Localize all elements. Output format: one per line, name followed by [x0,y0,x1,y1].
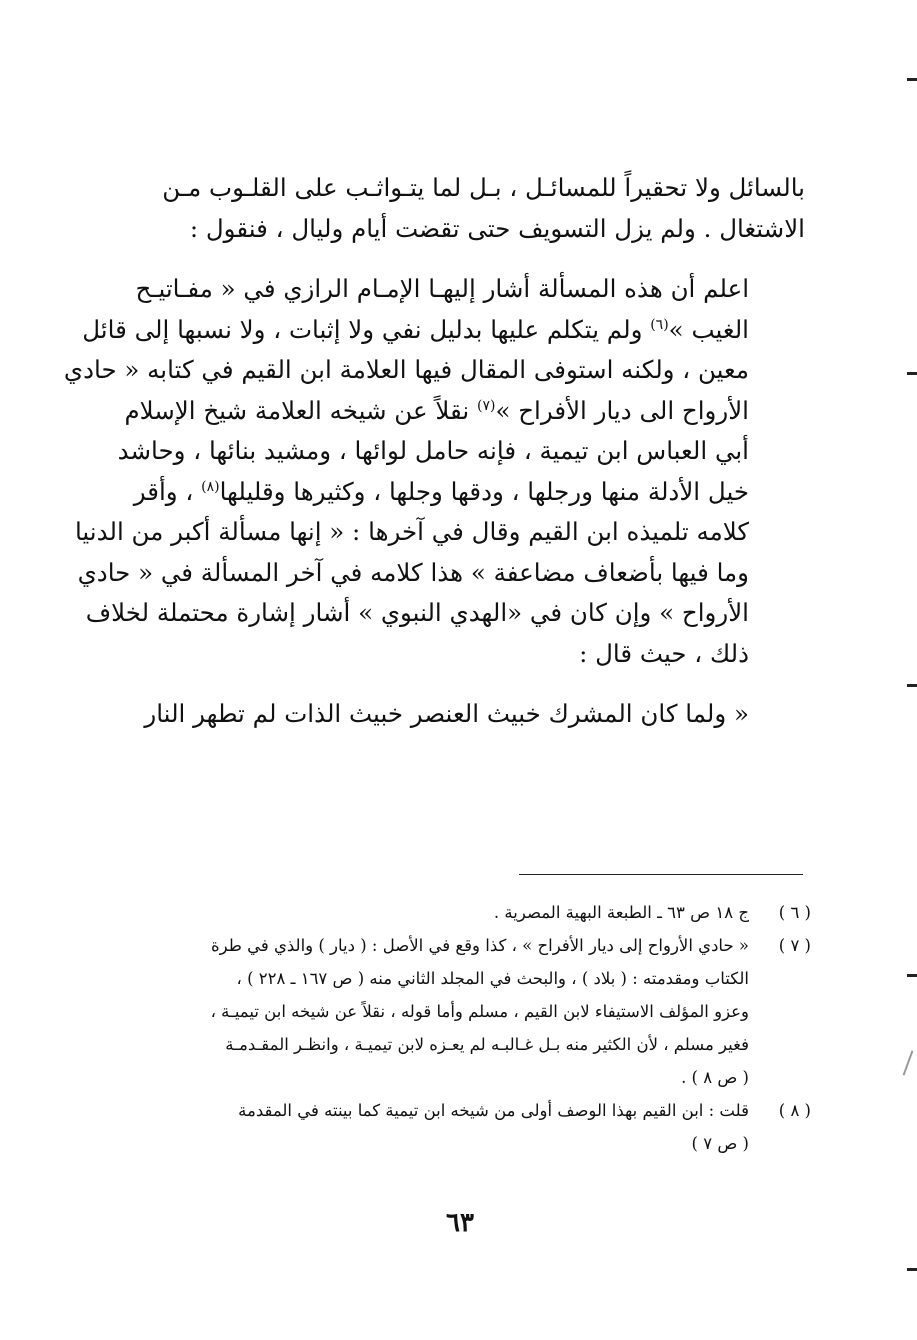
scan-edge-mark [907,974,917,977]
scan-edge-mark [907,1268,917,1271]
text-fragment: الغيب » [668,314,749,344]
text-fragment: الأرواح الى ديار الأفراح » [495,395,749,425]
footnote-separator [519,874,803,875]
footnote-text [128,896,749,929]
scan-pen-mark [903,1050,914,1075]
footnote-text [128,929,749,1094]
text-line: اعلم أن هذه المسألة أشار إليهـا الإمـام الرازي في « مفـاتيـح [135,274,749,303]
text-line [124,391,805,432]
footnote-6 [128,896,811,929]
text-line: « ولما كان المشرك خبيث العنصر خبيث الذات لم تطهر النار [144,699,749,728]
footnote-number: ( ٧ ) [778,936,811,955]
continuation-paragraph [128,168,805,249]
footnote-number: ( ٦ ) [778,903,811,922]
text-line: وما فيها بأضعاف مضاعفة » هذا كلامه في آخر المسألة في « حادي [77,557,749,587]
footnote-8 [128,1094,811,1160]
footnote-line: ( ص ٧ ) [691,1134,749,1153]
scan-edge-mark [907,78,917,81]
page-number: ٦٣ [446,1208,474,1238]
text-line: كلامه تلميذه ابن القيم وقال في آخرها : « إنها مسألة أكبر من الدنيا [74,517,749,546]
text-line: معين ، ولكنه استوفى المقال فيها العلامة ابن القيم في كتابه « حادي [63,355,749,384]
footnote-line: الكتاب ومقدمته : ( بلاد ) ، والبحث في المجلد الثاني منه ( ص ١٦٧ ـ ٢٢٨ ) ، [236,969,749,988]
text-line [82,310,805,351]
text-fragment: خيل الأدلة منها ورجلها ، ودقها وجلها ، وكثيرها وقليلها [219,476,749,506]
text-line: أبي العباس ابن تيمية ، فإنه حامل لوائها ، ومشيد بنائها ، وحاشد [117,436,749,465]
footnote-line: « حادي الأرواح إلى ديار الأفراح » ، كذا وقع في الأصل : ( ديار ) والذي في طرة [210,936,749,955]
footnote-line: فغير مسلم ، لأن الكثير منه بـل غـالبـه لم يعـزه لابن تيميـة ، وانظـر المقـدمـة [225,1035,749,1054]
text-line: الأرواح » وإن كان في «الهدي النبوي » أشار إشارة محتملة لخلاف [85,598,749,627]
footnote-line: قلت : ابن القيم بهذا الوصف أولى من شيخه ابن تيمية كما بينته في المقدمة [238,1101,749,1120]
footnote-line: ( ص ٨ ) . [681,1068,749,1087]
footnote-ref-6: (٦) [650,316,669,333]
text-line: الاشتغال . ولم يزل التسويف حتى تقضت أيام وليال ، فنقول : [189,213,805,243]
text-fragment: ، وأقر [133,476,202,506]
footnote-text [128,1094,749,1160]
footnote-ref-7: (٧) [476,397,496,414]
main-text [63,168,805,735]
text-fragment: ولم يتكلم عليها بدليل نفي ولا إثبات ، ولا نسبها إلى قائل [82,314,651,344]
text-line: ذلك ، حيث قال : [579,638,749,668]
paragraph-fatihah-ghayb [63,269,805,674]
footnote-number: ( ٨ ) [778,1101,811,1120]
scan-edge-mark [907,372,917,375]
footnote-ref-8: (٨) [201,478,220,495]
footnote-line: ج ١٨ ص ٦٣ ـ الطبعة البهية المصرية . [493,903,749,922]
paragraph-quote [128,694,805,735]
footnotes [128,896,811,1160]
scan-edge-mark [907,684,917,687]
footnote-7 [128,929,811,1094]
footnote-line: وعزو المؤلف الاستيفاء لابن القيم ، مسلم وأما قوله ، نقلاً عن شيخه ابن تيميـة ، [210,1002,749,1021]
text-line: بالسائل ولا تحقيراً للمسائـل ، بـل لما يتـواثـب على القلـوب مـن [162,173,805,202]
text-line [128,472,805,513]
text-fragment: نقلاً عن شيخه العلامة شيخ الإسلام [124,395,477,425]
